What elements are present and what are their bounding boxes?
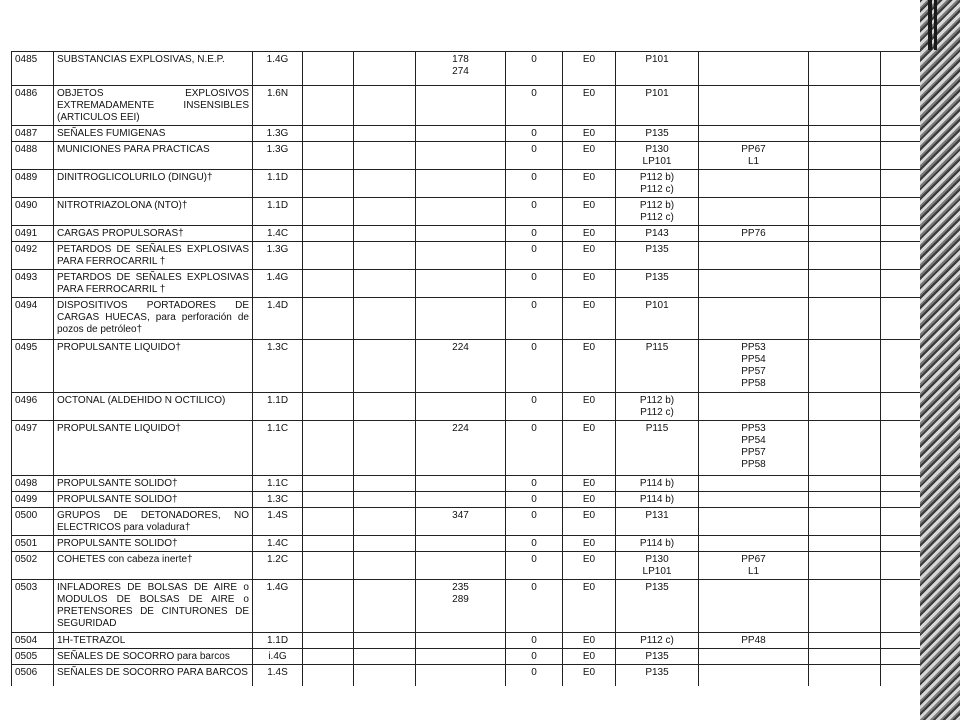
un-number-cell: 0493 — [12, 270, 54, 298]
col5-cell — [354, 226, 416, 242]
col5-cell — [354, 198, 416, 226]
col5-cell — [354, 52, 416, 86]
col5-cell — [354, 242, 416, 270]
table-row — [12, 298, 941, 340]
col5-cell — [354, 142, 416, 170]
division-cell: 1.4C — [253, 226, 303, 242]
packing-provision-cell: PP67 L1 — [699, 142, 809, 170]
special-provisions-cell: 235 289 — [416, 580, 506, 633]
division-cell: 1.1D — [253, 393, 303, 421]
col4-cell — [303, 536, 354, 552]
packing-provision-cell — [699, 86, 809, 126]
excepted-qty-cell: E0 — [563, 52, 616, 86]
col4-cell — [303, 226, 354, 242]
col4-cell — [303, 170, 354, 198]
col5-cell — [354, 298, 416, 340]
col11-cell — [809, 170, 881, 198]
packing-instruction-cell: P114 b) — [616, 536, 699, 552]
un-number-cell: 0495 — [12, 340, 54, 393]
packing-instruction-cell: P101 — [616, 86, 699, 126]
substance-name-cell: PETARDOS DE SEÑALES EXPLOSIVAS PARA FERROCARRIL † — [54, 242, 253, 270]
col11-cell — [809, 52, 881, 86]
packing-instruction-cell: P114 b) — [616, 492, 699, 508]
substance-name-cell: SEÑALES DE SOCORRO para barcos — [54, 649, 253, 665]
table-row — [12, 421, 941, 476]
division-cell: 1.2C — [253, 552, 303, 580]
division-cell: 1.4C — [253, 536, 303, 552]
table-row — [12, 633, 941, 649]
excepted-qty-cell: E0 — [563, 170, 616, 198]
dangerous-goods-table — [11, 51, 940, 686]
packing-provision-cell: PP67 L1 — [699, 552, 809, 580]
limited-qty-cell: 0 — [506, 298, 563, 340]
col11-cell — [809, 476, 881, 492]
limited-qty-cell: 0 — [506, 536, 563, 552]
division-cell: 1.4D — [253, 298, 303, 340]
un-number-cell: 0502 — [12, 552, 54, 580]
un-number-cell: 0503 — [12, 580, 54, 633]
packing-instruction-cell: P115 — [616, 340, 699, 393]
col11-cell — [809, 580, 881, 633]
packing-instruction-cell: P135 — [616, 270, 699, 298]
excepted-qty-cell: E0 — [563, 633, 616, 649]
excepted-qty-cell: E0 — [563, 340, 616, 393]
packing-instruction-cell: P130 LP101 — [616, 142, 699, 170]
division-cell: 1.1D — [253, 633, 303, 649]
col11-cell — [809, 421, 881, 476]
col11-cell — [809, 340, 881, 393]
packing-provision-cell — [699, 508, 809, 536]
limited-qty-cell: 0 — [506, 198, 563, 226]
col4-cell — [303, 198, 354, 226]
col5-cell — [354, 476, 416, 492]
col5-cell — [354, 340, 416, 393]
special-provisions-cell — [416, 170, 506, 198]
packing-provision-cell — [699, 242, 809, 270]
packing-provision-cell — [699, 198, 809, 226]
substance-name-cell: GRUPOS DE DETONADORES, NO ELECTRICOS para voladura† — [54, 508, 253, 536]
packing-provision-cell — [699, 476, 809, 492]
substance-name-cell: NITROTRIAZOLONA (NTO)† — [54, 198, 253, 226]
packing-provision-cell — [699, 393, 809, 421]
limited-qty-cell: 0 — [506, 580, 563, 633]
limited-qty-cell: 0 — [506, 508, 563, 536]
table-row — [12, 198, 941, 226]
substance-name-cell: PROPULSANTE LIQUIDO† — [54, 421, 253, 476]
division-cell: 1.3C — [253, 340, 303, 393]
col11-cell — [809, 552, 881, 580]
substance-name-cell: PROPULSANTE LIQUIDO† — [54, 340, 253, 393]
packing-instruction-cell: P143 — [616, 226, 699, 242]
division-cell: 1.1D — [253, 170, 303, 198]
col4-cell — [303, 298, 354, 340]
col4-cell — [303, 393, 354, 421]
division-cell: 1.4S — [253, 665, 303, 687]
excepted-qty-cell: E0 — [563, 198, 616, 226]
limited-qty-cell: 0 — [506, 649, 563, 665]
limited-qty-cell: 0 — [506, 170, 563, 198]
substance-name-cell: CARGAS PROPULSORAS† — [54, 226, 253, 242]
division-cell: 1.4S — [253, 508, 303, 536]
col4-cell — [303, 270, 354, 298]
special-provisions-cell — [416, 536, 506, 552]
col11-cell — [809, 86, 881, 126]
excepted-qty-cell: E0 — [563, 421, 616, 476]
limited-qty-cell: 0 — [506, 270, 563, 298]
packing-provision-cell: PP76 — [699, 226, 809, 242]
un-number-cell: 0496 — [12, 393, 54, 421]
table-row — [12, 242, 941, 270]
page-edge-decoration — [920, 0, 960, 720]
limited-qty-cell: 0 — [506, 633, 563, 649]
substance-name-cell: PETARDOS DE SEÑALES EXPLOSIVAS PARA FERROCARRIL † — [54, 270, 253, 298]
table-row — [12, 476, 941, 492]
packing-provision-cell — [699, 170, 809, 198]
substance-name-cell: SUBSTANCIAS EXPLOSIVAS, N.E.P. — [54, 52, 253, 86]
substance-name-cell: SEÑALES FUMIGENAS — [54, 126, 253, 142]
special-provisions-cell — [416, 126, 506, 142]
excepted-qty-cell: E0 — [563, 393, 616, 421]
limited-qty-cell: 0 — [506, 340, 563, 393]
excepted-qty-cell: E0 — [563, 536, 616, 552]
un-number-cell: 0499 — [12, 492, 54, 508]
excepted-qty-cell: E0 — [563, 298, 616, 340]
substance-name-cell: PROPULSANTE SOLIDO† — [54, 476, 253, 492]
excepted-qty-cell: E0 — [563, 492, 616, 508]
special-provisions-cell: 224 — [416, 421, 506, 476]
col11-cell — [809, 242, 881, 270]
division-cell: 1.3G — [253, 126, 303, 142]
packing-instruction-cell: P112 b) P112 c) — [616, 393, 699, 421]
table-row — [12, 552, 941, 580]
special-provisions-cell — [416, 492, 506, 508]
packing-instruction-cell: P135 — [616, 665, 699, 687]
limited-qty-cell: 0 — [506, 665, 563, 687]
un-number-cell: 0485 — [12, 52, 54, 86]
excepted-qty-cell: E0 — [563, 226, 616, 242]
col4-cell — [303, 142, 354, 170]
col5-cell — [354, 536, 416, 552]
special-provisions-cell — [416, 633, 506, 649]
col5-cell — [354, 270, 416, 298]
division-cell: i.4G — [253, 649, 303, 665]
col11-cell — [809, 649, 881, 665]
table-row — [12, 649, 941, 665]
packing-provision-cell — [699, 298, 809, 340]
col4-cell — [303, 242, 354, 270]
substance-name-cell: OCTONAL (ALDEHIDO N OCTILICO) — [54, 393, 253, 421]
un-number-cell: 0488 — [12, 142, 54, 170]
col11-cell — [809, 198, 881, 226]
substance-name-cell: INFLADORES DE BOLSAS DE AIRE o MODULOS DE BOLSAS DE AIRE o PRETENSORES DE CINTURONES DE SEGURIDAD — [54, 580, 253, 633]
special-provisions-cell — [416, 649, 506, 665]
col5-cell — [354, 393, 416, 421]
substance-name-cell: MUNICIONES PARA PRACTICAS — [54, 142, 253, 170]
packing-provision-cell: PP48 — [699, 633, 809, 649]
packing-instruction-cell: P112 c) — [616, 633, 699, 649]
division-cell: 1.4G — [253, 580, 303, 633]
limited-qty-cell: 0 — [506, 86, 563, 126]
packing-instruction-cell: P135 — [616, 580, 699, 633]
table-row — [12, 508, 941, 536]
col4-cell — [303, 421, 354, 476]
un-number-cell: 0506 — [12, 665, 54, 687]
special-provisions-cell — [416, 665, 506, 687]
substance-name-cell: 1H-TETRAZOL — [54, 633, 253, 649]
packing-instruction-cell: P115 — [616, 421, 699, 476]
col4-cell — [303, 580, 354, 633]
substance-name-cell: OBJETOS EXPLOSIVOS EXTREMADAMENTE INSENSIBLES (ARTICULOS EEI) — [54, 86, 253, 126]
special-provisions-cell — [416, 86, 506, 126]
table-row — [12, 126, 941, 142]
un-number-cell: 0486 — [12, 86, 54, 126]
division-cell: 1.6N — [253, 86, 303, 126]
special-provisions-cell — [416, 226, 506, 242]
packing-instruction-cell: P101 — [616, 298, 699, 340]
substance-name-cell: DINITROGLICOLURILO (DINGU)† — [54, 170, 253, 198]
packing-provision-cell — [699, 536, 809, 552]
substance-name-cell: PROPULSANTE SOLIDO† — [54, 536, 253, 552]
division-cell: 1.1C — [253, 421, 303, 476]
special-provisions-cell — [416, 476, 506, 492]
un-number-cell: 0500 — [12, 508, 54, 536]
excepted-qty-cell: E0 — [563, 126, 616, 142]
col4-cell — [303, 492, 354, 508]
division-cell: 1.3G — [253, 142, 303, 170]
limited-qty-cell: 0 — [506, 226, 563, 242]
excepted-qty-cell: E0 — [563, 552, 616, 580]
division-cell: 1.1D — [253, 198, 303, 226]
division-cell: 1.3G — [253, 242, 303, 270]
un-number-cell: 0494 — [12, 298, 54, 340]
special-provisions-cell — [416, 242, 506, 270]
packing-instruction-cell: P131 — [616, 508, 699, 536]
table-row — [12, 86, 941, 126]
col5-cell — [354, 633, 416, 649]
packing-provision-cell — [699, 649, 809, 665]
special-provisions-cell — [416, 270, 506, 298]
limited-qty-cell: 0 — [506, 552, 563, 580]
un-number-cell: 0504 — [12, 633, 54, 649]
packing-provision-cell: PP53 PP54 PP57 PP58 — [699, 340, 809, 393]
table-row — [12, 340, 941, 393]
col4-cell — [303, 552, 354, 580]
substance-name-cell: DISPOSITIVOS PORTADORES DE CARGAS HUECAS, para perforación de pozos de petróleo† — [54, 298, 253, 340]
special-provisions-cell — [416, 298, 506, 340]
col5-cell — [354, 492, 416, 508]
packing-provision-cell — [699, 126, 809, 142]
excepted-qty-cell: E0 — [563, 508, 616, 536]
col5-cell — [354, 421, 416, 476]
col11-cell — [809, 633, 881, 649]
substance-name-cell: COHETES con cabeza inerte† — [54, 552, 253, 580]
excepted-qty-cell: E0 — [563, 476, 616, 492]
special-provisions-cell — [416, 198, 506, 226]
un-number-cell: 0497 — [12, 421, 54, 476]
col4-cell — [303, 476, 354, 492]
un-number-cell: 0491 — [12, 226, 54, 242]
col4-cell — [303, 126, 354, 142]
col4-cell — [303, 665, 354, 687]
packing-instruction-cell: P135 — [616, 126, 699, 142]
table-row — [12, 52, 941, 86]
col5-cell — [354, 665, 416, 687]
limited-qty-cell: 0 — [506, 52, 563, 86]
col11-cell — [809, 142, 881, 170]
col11-cell — [809, 226, 881, 242]
excepted-qty-cell: E0 — [563, 142, 616, 170]
un-number-cell: 0489 — [12, 170, 54, 198]
special-provisions-cell — [416, 552, 506, 580]
excepted-qty-cell: E0 — [563, 665, 616, 687]
excepted-qty-cell: E0 — [563, 270, 616, 298]
table-row — [12, 492, 941, 508]
col4-cell — [303, 633, 354, 649]
packing-instruction-cell: P101 — [616, 52, 699, 86]
packing-provision-cell — [699, 270, 809, 298]
packing-provision-cell — [699, 665, 809, 687]
packing-provision-cell — [699, 492, 809, 508]
limited-qty-cell: 0 — [506, 242, 563, 270]
table-row — [12, 226, 941, 242]
packing-instruction-cell: P112 b) P112 c) — [616, 198, 699, 226]
col4-cell — [303, 340, 354, 393]
limited-qty-cell: 0 — [506, 476, 563, 492]
table-row — [12, 142, 941, 170]
un-number-cell: 0492 — [12, 242, 54, 270]
col11-cell — [809, 393, 881, 421]
packing-instruction-cell: P114 b) — [616, 476, 699, 492]
table-row — [12, 665, 941, 687]
packing-provision-cell — [699, 52, 809, 86]
limited-qty-cell: 0 — [506, 393, 563, 421]
limited-qty-cell: 0 — [506, 492, 563, 508]
table-row — [12, 580, 941, 633]
division-cell: 1.4G — [253, 270, 303, 298]
packing-instruction-cell: P130 LP101 — [616, 552, 699, 580]
excepted-qty-cell: E0 — [563, 86, 616, 126]
col11-cell — [809, 270, 881, 298]
table-row — [12, 170, 941, 198]
col5-cell — [354, 552, 416, 580]
col11-cell — [809, 126, 881, 142]
division-cell: 1.4G — [253, 52, 303, 86]
packing-provision-cell: PP53 PP54 PP57 PP58 — [699, 421, 809, 476]
excepted-qty-cell: E0 — [563, 242, 616, 270]
col5-cell — [354, 170, 416, 198]
special-provisions-cell: 347 — [416, 508, 506, 536]
limited-qty-cell: 0 — [506, 126, 563, 142]
col4-cell — [303, 52, 354, 86]
col4-cell — [303, 649, 354, 665]
packing-provision-cell — [699, 580, 809, 633]
division-cell: 1.1C — [253, 476, 303, 492]
un-number-cell: 0501 — [12, 536, 54, 552]
col4-cell — [303, 86, 354, 126]
col5-cell — [354, 580, 416, 633]
table-body — [12, 52, 941, 687]
un-number-cell: 0487 — [12, 126, 54, 142]
edge-bar — [934, 0, 937, 50]
packing-instruction-cell: P135 — [616, 649, 699, 665]
packing-instruction-cell: P135 — [616, 242, 699, 270]
special-provisions-cell: 178 274 — [416, 52, 506, 86]
col11-cell — [809, 492, 881, 508]
un-number-cell: 0505 — [12, 649, 54, 665]
limited-qty-cell: 0 — [506, 142, 563, 170]
col5-cell — [354, 126, 416, 142]
table-row — [12, 270, 941, 298]
special-provisions-cell — [416, 393, 506, 421]
substance-name-cell: SEÑALES DE SOCORRO PARA BARCOS — [54, 665, 253, 687]
packing-instruction-cell: P112 b) P112 c) — [616, 170, 699, 198]
col5-cell — [354, 649, 416, 665]
col5-cell — [354, 508, 416, 536]
un-number-cell: 0490 — [12, 198, 54, 226]
col11-cell — [809, 508, 881, 536]
excepted-qty-cell: E0 — [563, 649, 616, 665]
limited-qty-cell: 0 — [506, 421, 563, 476]
col11-cell — [809, 536, 881, 552]
col11-cell — [809, 665, 881, 687]
col4-cell — [303, 508, 354, 536]
table-row — [12, 393, 941, 421]
division-cell: 1.3C — [253, 492, 303, 508]
substance-name-cell: PROPULSANTE SOLIDO† — [54, 492, 253, 508]
special-provisions-cell: 224 — [416, 340, 506, 393]
special-provisions-cell — [416, 142, 506, 170]
excepted-qty-cell: E0 — [563, 580, 616, 633]
table-row — [12, 536, 941, 552]
edge-bar — [928, 0, 932, 50]
col11-cell — [809, 298, 881, 340]
un-number-cell: 0498 — [12, 476, 54, 492]
col5-cell — [354, 86, 416, 126]
